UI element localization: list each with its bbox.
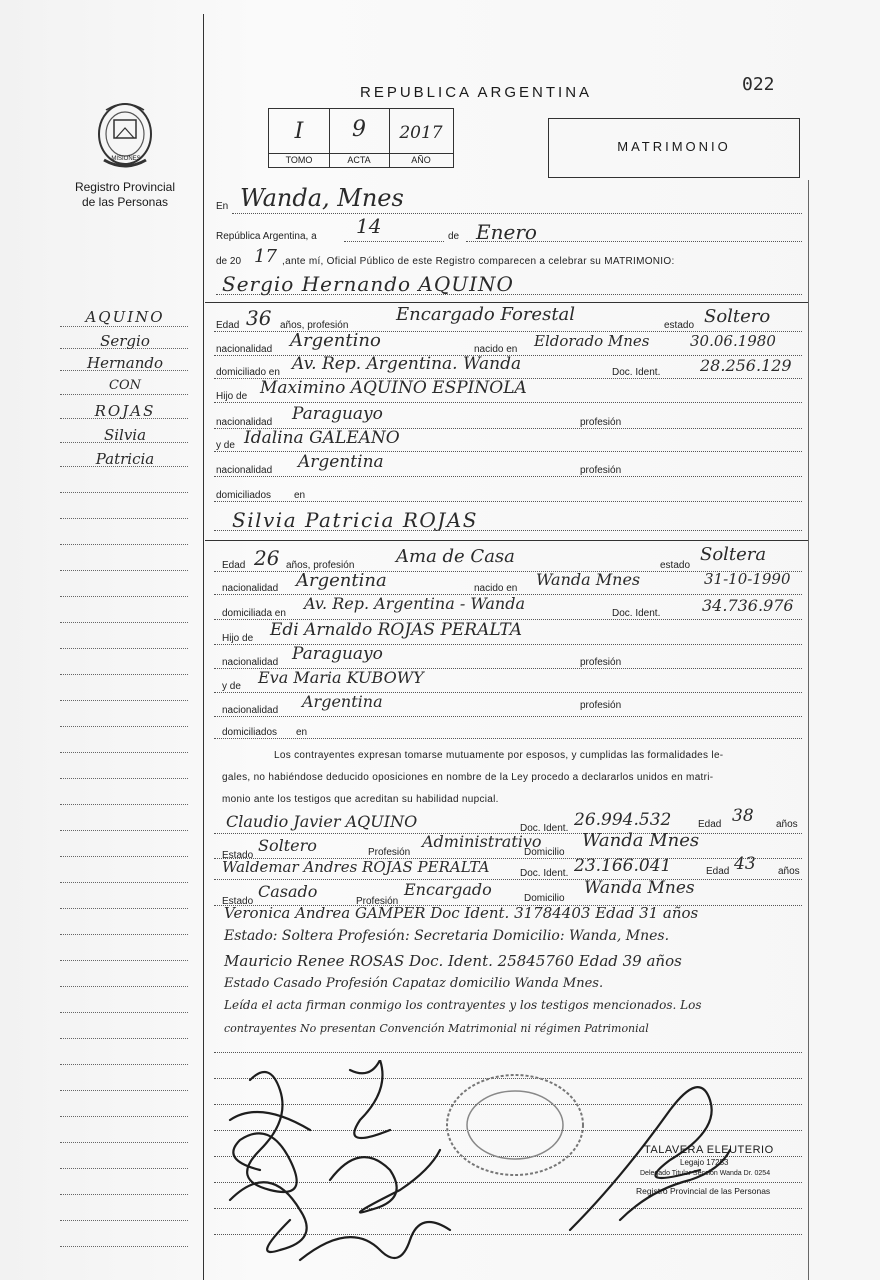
groom-profesion: Encargado Forestal xyxy=(396,304,576,325)
extra-line-2: Estado: Soltera Profesión: Secretaria Domicilio: Wanda, Mnes. xyxy=(224,928,670,944)
w2-domicilio-label: Domicilio xyxy=(524,893,565,904)
groom-hijo-label: Hijo de xyxy=(216,391,248,402)
record-number-box xyxy=(268,108,454,168)
groom-nac-label: nacionalidad xyxy=(216,344,273,355)
w1-estado-label: Estado xyxy=(222,850,254,861)
extra-line-6: contrayentes No presentan Convención Matrimonial ni régimen Patrimonial xyxy=(224,1022,649,1035)
w1-estado: Soltero xyxy=(258,836,317,855)
groom-anios-label: años, profesión xyxy=(280,320,349,331)
registry-line1: Registro Provincial xyxy=(74,180,176,194)
tomo-value: I xyxy=(294,119,304,144)
day: 14 xyxy=(356,214,382,238)
bride-edad: 26 xyxy=(254,546,280,570)
margin-con: CON xyxy=(109,378,141,393)
groom-domiciliados-en: en xyxy=(294,490,306,501)
registry-line2: de las Personas xyxy=(81,195,169,209)
w1-edad-label: Edad xyxy=(698,819,722,830)
bride-padre-prof-label: profesión xyxy=(580,657,622,668)
bride-nacido-label: nacido en xyxy=(474,583,518,594)
w2-name: Waldemar Andres ROJAS PERALTA xyxy=(222,858,490,876)
bride-fecha: 31-10-1990 xyxy=(704,570,791,588)
w2-edad-label: Edad xyxy=(706,866,730,877)
margin-surname-bride: ROJAS xyxy=(94,402,156,420)
bride-estado-label: estado xyxy=(660,560,691,571)
bride-padre-nac-label: nacionalidad xyxy=(222,657,279,668)
extra-line-3: Mauricio Renee ROSAS Doc. Ident. 25845760 Edad 39 años xyxy=(224,952,682,970)
acta-label: ACTA xyxy=(347,155,371,165)
groom-estado: Soltero xyxy=(704,306,771,327)
margin-name-bride-1: Silvia xyxy=(103,426,147,444)
groom-padre: Maximino AQUINO ESPINOLA xyxy=(260,378,527,398)
seal-label: MISIONES xyxy=(111,156,141,162)
groom-domicilio: Av. Rep. Argentina. Wanda xyxy=(292,354,522,374)
country-title: REPUBLICA ARGENTINA xyxy=(360,84,593,101)
w2-edad: 43 xyxy=(734,854,756,874)
groom-madre: Idalina GALEANO xyxy=(244,428,400,448)
bride-nac-label: nacionalidad xyxy=(222,583,279,594)
w1-doc: 26.994.532 xyxy=(574,810,672,830)
bride-madre-nac: Argentina xyxy=(302,692,383,711)
official-cargo: Delegado Titular Sección Wanda Dr. 0254 xyxy=(640,1170,771,1177)
bride-profesion: Ama de Casa xyxy=(396,546,515,567)
w1-domicilio: Wanda Mnes xyxy=(582,830,700,851)
bride-madre: Eva Maria KUBOWY xyxy=(258,668,424,687)
margin-surname-groom: AQUINO xyxy=(85,308,165,326)
groom-domiciliados-label: domiciliados xyxy=(216,490,272,501)
bride-yde-label: y de xyxy=(222,681,241,692)
margin-divider xyxy=(203,14,204,1280)
place: Wanda, Mnes xyxy=(240,184,404,212)
w1-name: Claudio Javier AQUINO xyxy=(226,812,418,831)
w2-doc: 23.166.041 xyxy=(574,856,672,876)
de-label: de xyxy=(448,231,460,242)
official-org: Registro Provincial de las Personas xyxy=(636,1186,771,1196)
republica-label: República Argentina, a xyxy=(216,231,317,242)
groom-fecha: 30.06.1980 xyxy=(690,332,776,350)
right-border xyxy=(808,180,809,1280)
extra-line-1: Veronica Andrea GAMPER Doc Ident. 31784403 Edad 31 años xyxy=(224,904,699,922)
act-type: MATRIMONIO xyxy=(617,139,731,154)
w1-profesion-label: Profesión xyxy=(368,847,411,858)
month: Enero xyxy=(476,220,537,244)
w2-doc-label: Doc. Ident. xyxy=(520,868,569,879)
groom-name: Sergio Hernando AQUINO xyxy=(222,272,514,296)
groom-doc: 28.256.129 xyxy=(700,356,792,375)
declaration-line3: monio ante los testigos que acreditan su habilidad nupcial. xyxy=(222,794,499,805)
bride-doc-label: Doc. Ident. xyxy=(612,608,661,619)
year-prefix: de 20 xyxy=(216,256,242,267)
groom-nacionalidad: Argentino xyxy=(290,330,381,351)
bride-madre-nac-label: nacionalidad xyxy=(222,705,279,716)
margin-name-bride-2: Patricia xyxy=(95,450,155,468)
bride-dom-label: domiciliada en xyxy=(222,608,286,619)
w2-anios-label: años xyxy=(778,866,800,877)
bride-anios-label: años, profesión xyxy=(286,560,355,571)
groom-doc-label: Doc. Ident. xyxy=(612,367,661,378)
bride-edad-label: Edad xyxy=(222,560,246,571)
acta-value: 9 xyxy=(352,117,366,142)
extra-line-4: Estado Casado Profesión Capataz domicilio Wanda Mnes. xyxy=(224,976,604,991)
bride-padre-nac: Paraguayo xyxy=(292,644,383,664)
groom-madre-nac: Argentina xyxy=(298,452,384,472)
groom-dom-label: domiciliado en xyxy=(216,367,280,378)
w2-domicilio: Wanda Mnes xyxy=(584,878,695,898)
groom-yde-label: y de xyxy=(216,440,235,451)
groom-nacido-label: nacido en xyxy=(474,344,518,355)
extra-line-5: Leída el acta firman conmigo los contrayentes y los testigos mencionados. Los xyxy=(224,998,702,1012)
intro-text: ,ante mí, Oficial Público de este Registro comparecen a celebrar su MATRIMONIO: xyxy=(282,256,675,267)
bride-estado: Soltera xyxy=(700,544,767,565)
page-number: 022 xyxy=(742,74,775,95)
w1-doc-label: Doc. Ident. xyxy=(520,823,569,834)
tomo-label: TOMO xyxy=(285,155,313,165)
year-suffix: 17 xyxy=(254,246,277,267)
bride-hijo-label: Hijo de xyxy=(222,633,254,644)
w2-profesion-label: Profesión xyxy=(356,896,399,907)
groom-madre-nac-label: nacionalidad xyxy=(216,465,273,476)
official-legajo: Legajo 17253 xyxy=(680,1158,729,1167)
w1-domicilio-label: Domicilio xyxy=(524,847,565,858)
groom-estado-label: estado xyxy=(664,320,695,331)
margin-name-groom-2: Hernando xyxy=(86,354,164,372)
w2-estado-label: Estado xyxy=(222,896,254,907)
declaration-line1: Los contrayentes expresan tomarse mutuamente por esposos, y cumplidas las formalidades le- xyxy=(274,750,724,761)
anio-label: AÑO xyxy=(411,155,431,165)
groom-nacido: Eldorado Mnes xyxy=(534,332,650,350)
bride-padre: Edi Arnaldo ROJAS PERALTA xyxy=(270,620,522,640)
signatures-left xyxy=(210,1060,470,1270)
bride-domiciliados-en: en xyxy=(296,727,308,738)
bride-nacionalidad: Argentina xyxy=(296,570,387,591)
w1-anios-label: años xyxy=(776,819,798,830)
w1-edad: 38 xyxy=(732,806,754,826)
w2-profesion: Encargado xyxy=(404,880,492,899)
bride-domiciliados-label: domiciliados xyxy=(222,727,278,738)
groom-padre-prof-label: profesión xyxy=(580,417,622,428)
bride-name: Silvia Patricia ROJAS xyxy=(232,508,478,532)
w1-profesion: Administrativo xyxy=(422,832,542,851)
bride-doc: 34.736.976 xyxy=(702,596,794,615)
declaration-line2: gales, no habiéndose deducido oposiciones en nombre de la Ley procedo a declararlos unidos en matri- xyxy=(222,772,714,783)
groom-padre-nac: Paraguayo xyxy=(292,404,383,424)
w2-estado: Casado xyxy=(258,882,318,901)
act-type-box xyxy=(548,118,800,178)
en-label: En xyxy=(216,201,229,212)
anio-value: 2017 xyxy=(399,123,443,143)
groom-edad-label: Edad xyxy=(216,320,240,331)
bride-madre-prof-label: profesión xyxy=(580,700,622,711)
groom-edad: 36 xyxy=(246,306,272,330)
official-name: TALAVERA ELEUTERIO xyxy=(644,1144,774,1156)
groom-madre-prof-label: profesión xyxy=(580,465,622,476)
bride-nacido: Wanda Mnes xyxy=(536,570,641,589)
groom-padre-nac-label: nacionalidad xyxy=(216,417,273,428)
margin-name-groom-1: Sergio xyxy=(100,332,150,350)
bride-domicilio: Av. Rep. Argentina - Wanda xyxy=(304,594,526,613)
